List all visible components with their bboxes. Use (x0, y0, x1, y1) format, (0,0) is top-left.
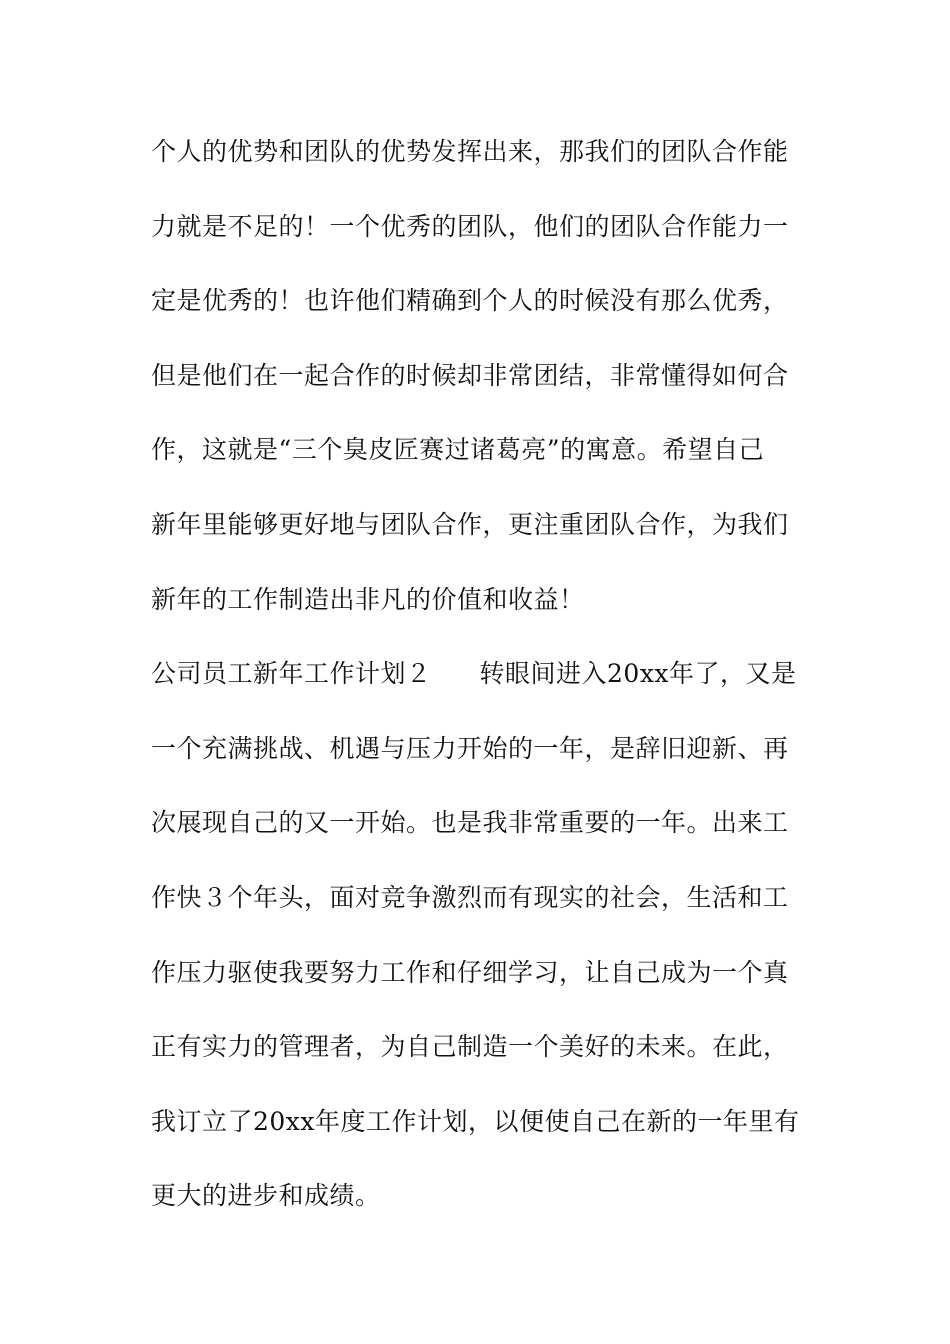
paragraph-line: 次展现自己的又一开始。也是我非常重要的一年。出来工 (151, 808, 789, 837)
paragraph-line: 定是优秀的！也许他们精确到个人的时候没有那么优秀， (151, 286, 789, 315)
paragraph-line: 新年的工作制造出非凡的价值和收益！ (151, 585, 585, 614)
paragraph-line: 更大的进步和成绩。 (151, 1181, 381, 1210)
paragraph-line: 一个充满挑战、机遇与压力开始的一年，是辞旧迎新、再 (151, 734, 789, 763)
paragraph-line: 但是他们在一起合作的时候却非常团结，非常懂得如何合 (151, 361, 789, 390)
paragraph-line: 力就是不足的！一个优秀的团队，他们的团队合作能力一 (151, 212, 789, 241)
paragraph-line: 新年里能够更好地与团队合作，更注重团队合作，为我们 (151, 510, 789, 539)
section-title: 公司员工新年工作计划２ (151, 659, 432, 688)
paragraph-line: 作快３个年头，面对竞争激烈而有现实的社会，生活和工 (151, 883, 789, 912)
paragraph-line: 个人的优势和团队的优势发挥出来，那我们的团队合作能 (151, 137, 789, 166)
section-heading-line (151, 659, 797, 689)
paragraph-line: 作，这就是“三个臭皮匠赛过诸葛亮”的寓意。希望自己 (151, 435, 765, 464)
section-first-line: 转眼间进入20xx年了，又是 (479, 659, 797, 688)
paragraph-line: 作压力驱使我要努力工作和仔细学习，让自己成为一个真 (151, 958, 789, 987)
paragraph-line: 正有实力的管理者，为自己制造一个美好的未来。在此， (151, 1032, 789, 1061)
paragraph-line: 我订立了20xx年度工作计划，以便使自己在新的一年里有 (151, 1107, 800, 1136)
